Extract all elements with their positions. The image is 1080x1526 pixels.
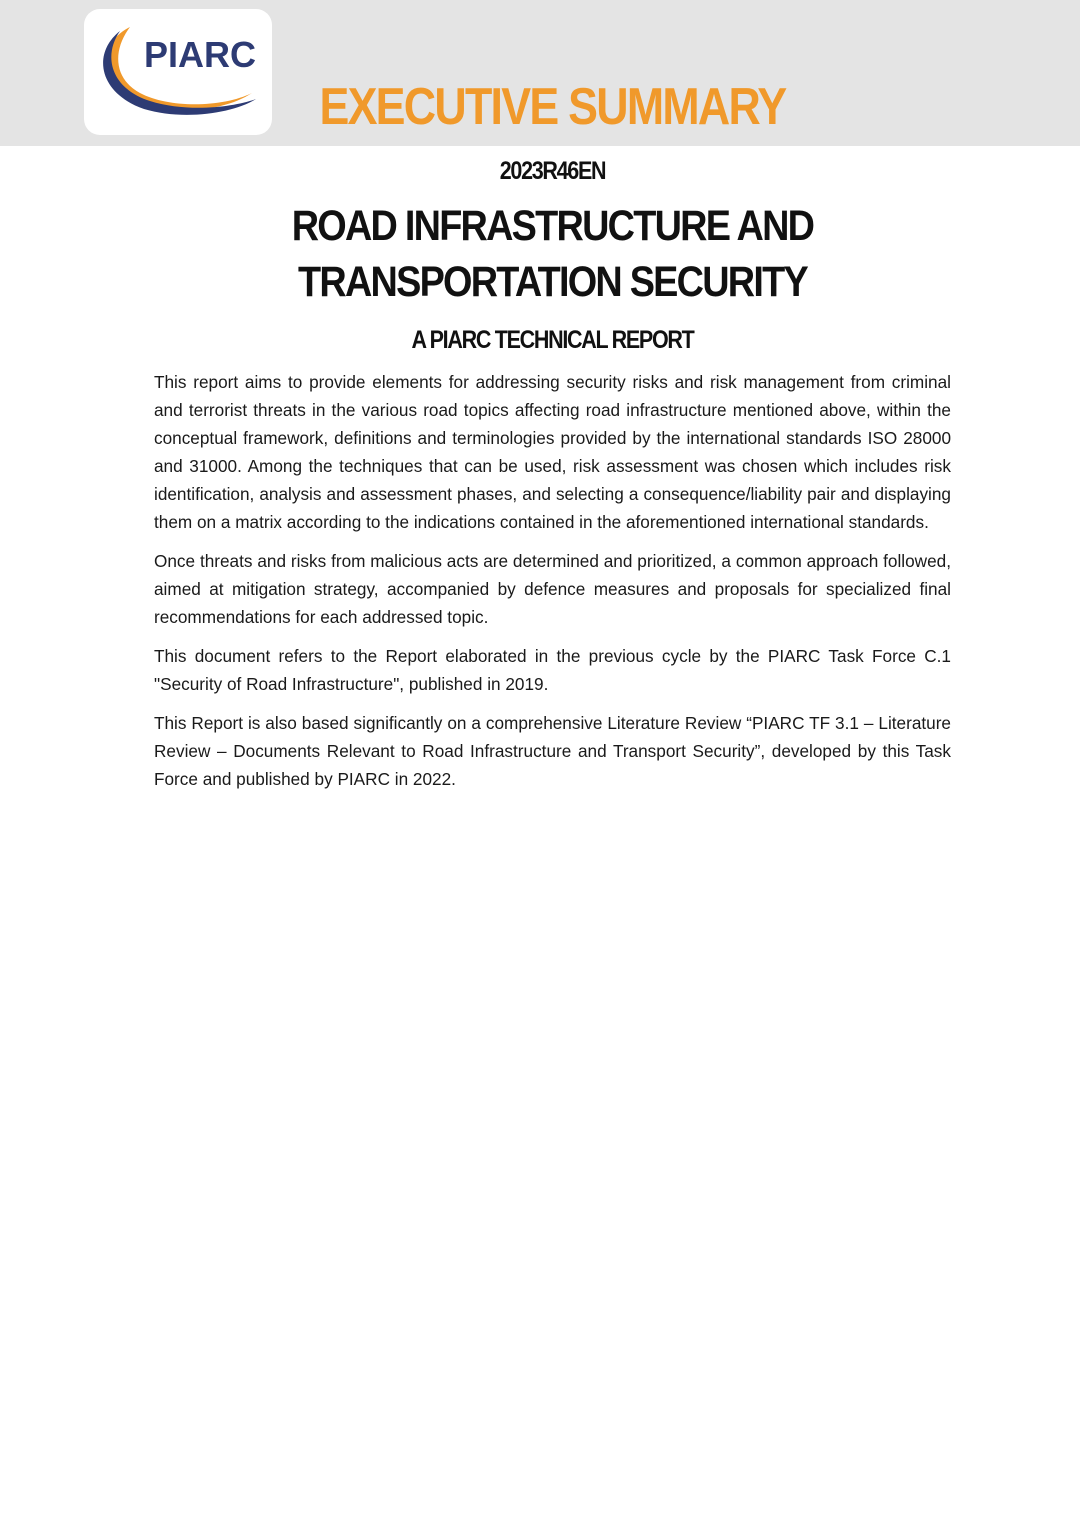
summary-paragraph: This Report is also based significantly on a comprehensive Literature Review “PIARC TF 3.1 – Literature Review – Documents Relevant to Road Infrastructure and Transport Security”, developed by this Task Force and published by PIARC in 2022.	[154, 713, 951, 789]
summary-paragraph: This document refers to the Report elaborated in the previous cycle by the PIARC Task Force C.1 "Security of Road Infrastructure", published in 2019.	[154, 646, 951, 694]
summary-body	[154, 368, 951, 804]
banner-title: EXECUTIVE SUMMARY	[319, 78, 786, 136]
summary-paragraph: This report aims to provide elements for addressing security risks and risk management from criminal and terrorist threats in the various road topics affecting road infrastructure mentioned above, within the conceptual framework, definitions and terminologies provided by the international standards ISO 28000 and 31000. Among the techniques that can be used, risk assessment was chosen which includes risk identification, analysis and assessment phases, and selecting a consequence/liability pair and displaying them on a matrix according to the indications contained in the aforementioned international standards.	[154, 372, 951, 532]
report-title: ROAD INFRASTRUCTURE AND TRANSPORTATION SECURITY	[291, 202, 814, 306]
report-code: 2023R46EN	[499, 157, 606, 185]
summary-paragraph: Once threats and risks from malicious acts are determined and prioritized, a common approach followed, aimed at mitigation strategy, accompanied by defence measures and proposals for specialized final recommendations for each addressed topic.	[154, 551, 951, 627]
logo-text: PIARC	[144, 34, 257, 75]
report-subtitle: A PIARC TECHNICAL REPORT	[411, 326, 694, 354]
